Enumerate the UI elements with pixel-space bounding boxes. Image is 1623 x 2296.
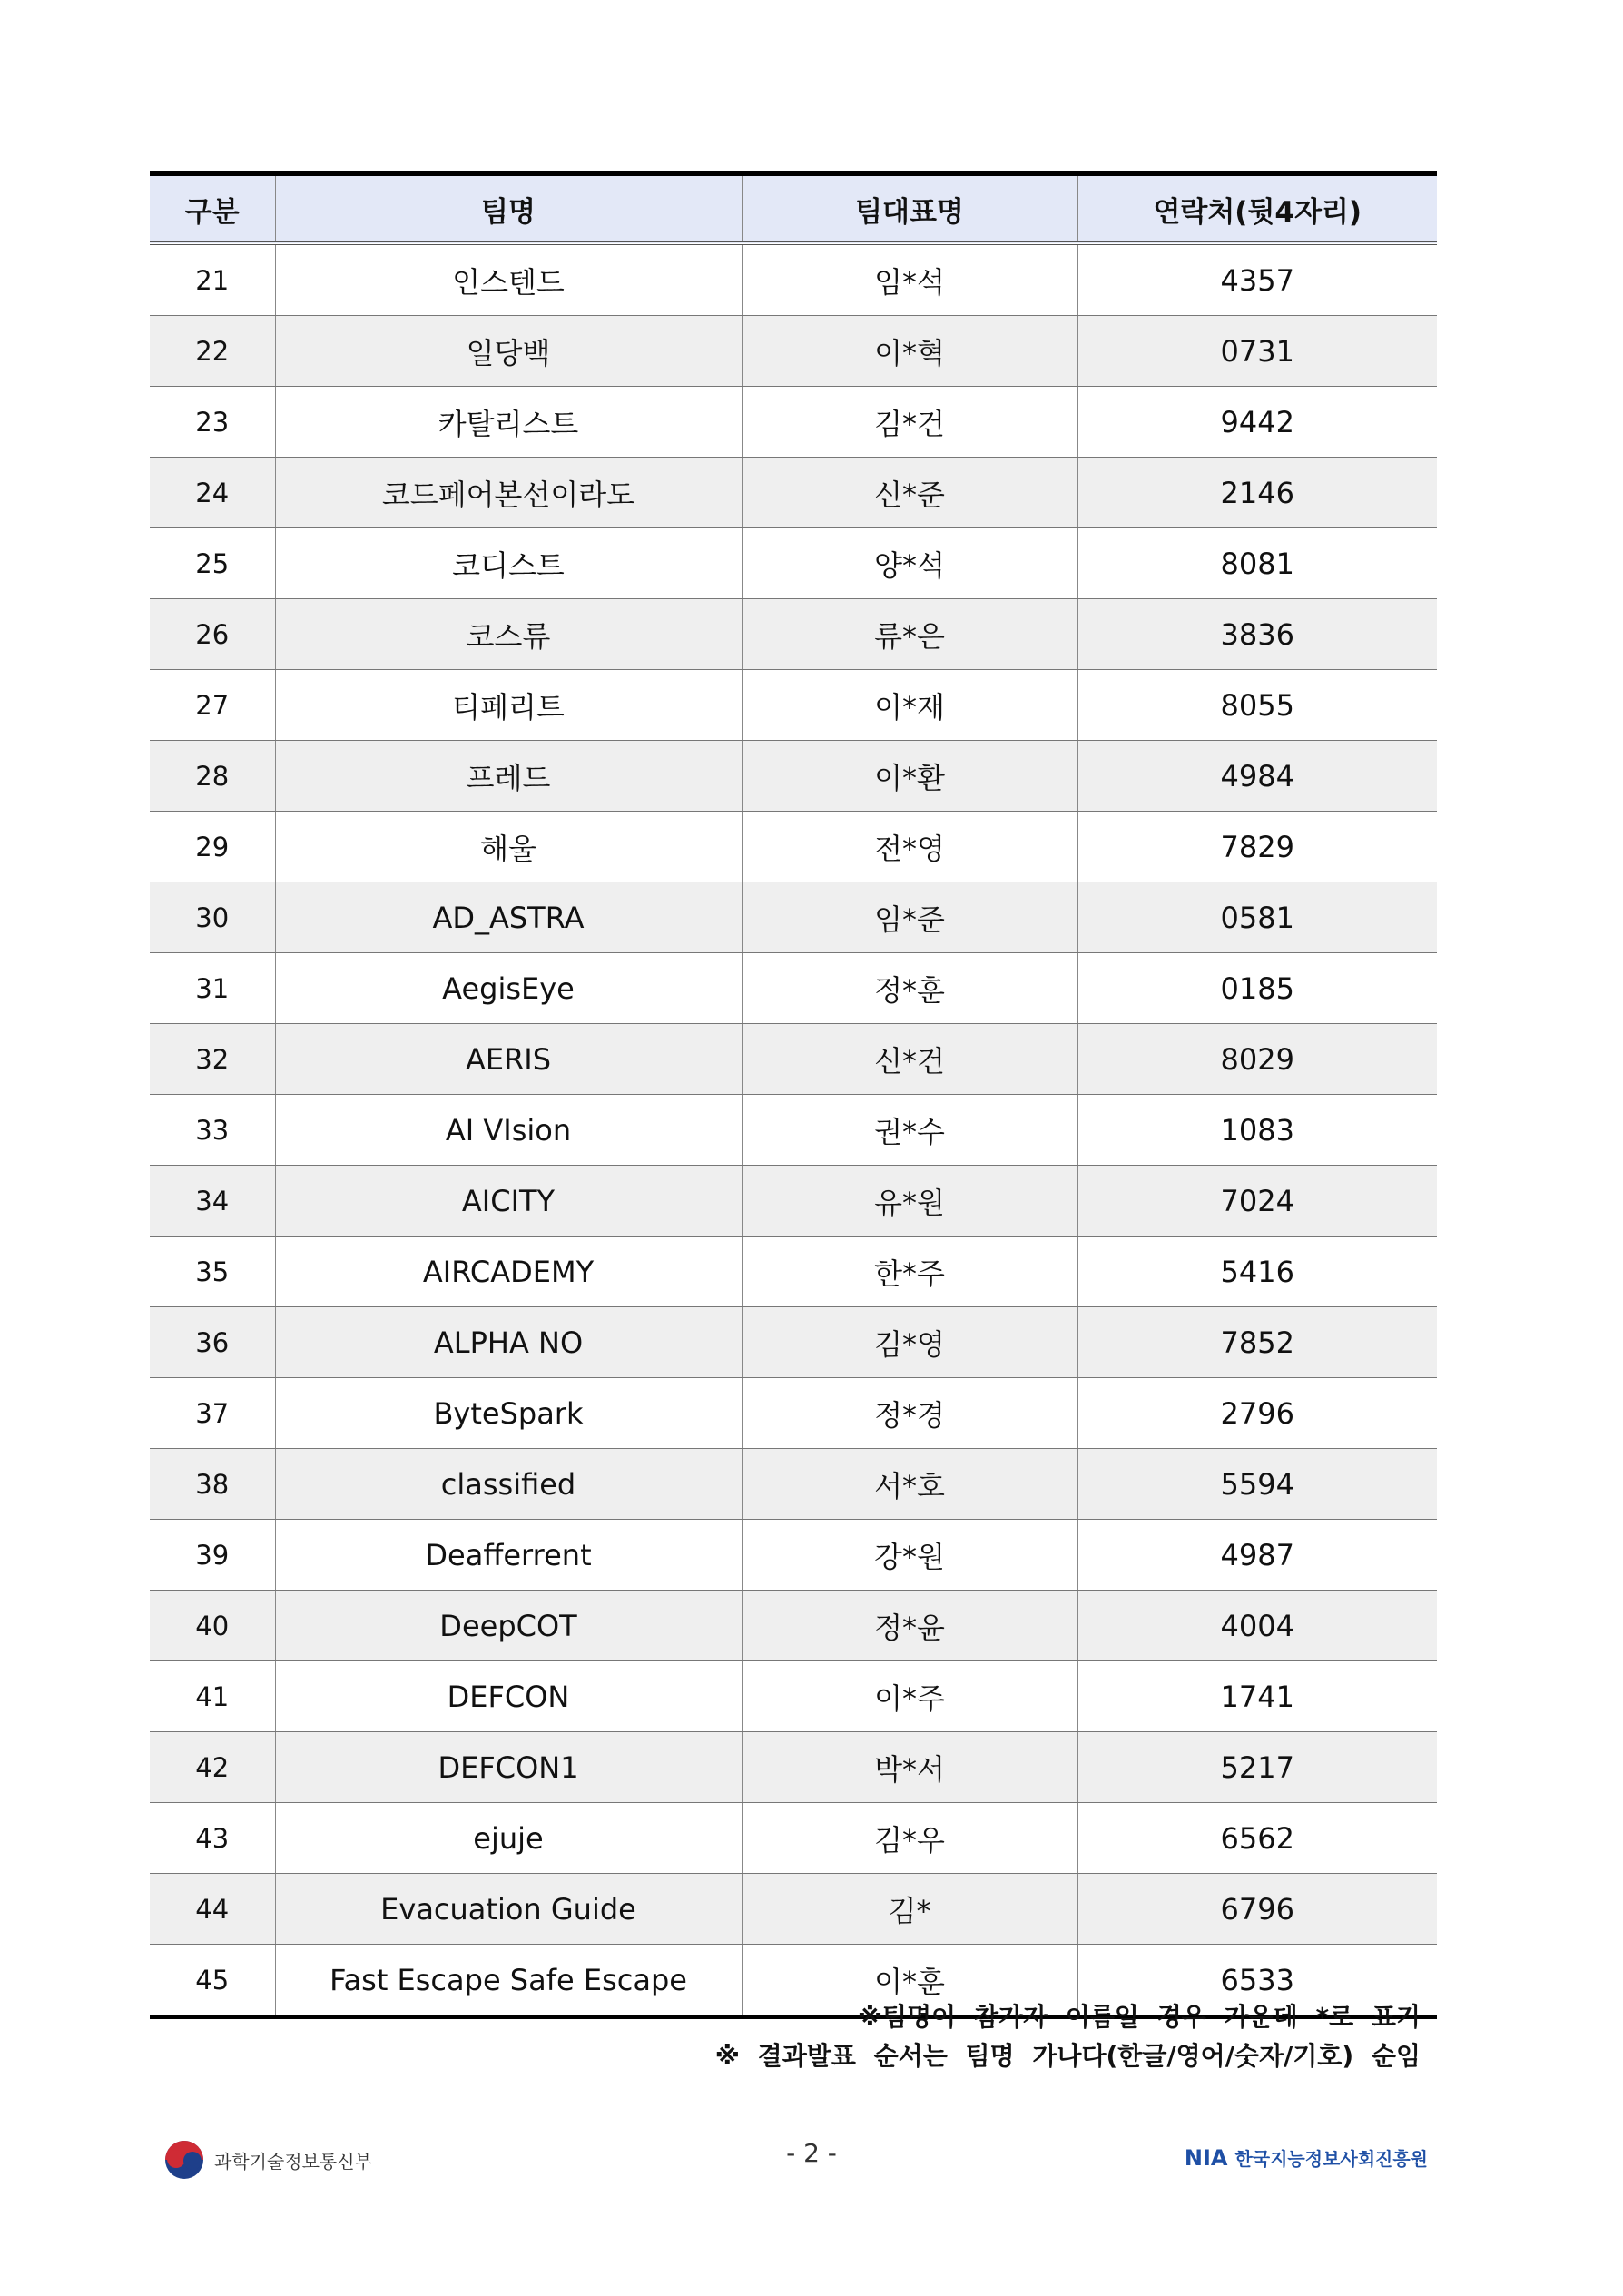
cell-team-name: DEFCON1: [275, 1732, 742, 1803]
cell-team-name: AERIS: [275, 1024, 742, 1095]
cell-team-name: Evacuation Guide: [275, 1874, 742, 1945]
cell-contact: 4987: [1077, 1520, 1437, 1591]
cell-team-leader: 신*건: [742, 1024, 1077, 1095]
cell-team-leader: 임*석: [742, 243, 1077, 316]
cell-team-leader: 서*호: [742, 1449, 1077, 1520]
table-header-row: [150, 173, 1437, 243]
cell-number: 25: [150, 528, 275, 599]
cell-team-leader: 정*경: [742, 1378, 1077, 1449]
ministry-name: 과학기술정보통신부: [214, 2150, 372, 2173]
cell-contact: 2796: [1077, 1378, 1437, 1449]
nia-footer: [1185, 2144, 1428, 2171]
cell-contact: 6533: [1077, 1945, 1437, 2017]
cell-team-name: 프레드: [275, 741, 742, 812]
cell-contact: 8029: [1077, 1024, 1437, 1095]
cell-team-name: AegisEye: [275, 953, 742, 1024]
cell-team-leader: 이*재: [742, 670, 1077, 741]
cell-team-name: classified: [275, 1449, 742, 1520]
cell-team-leader: 김*건: [742, 387, 1077, 458]
cell-contact: 0731: [1077, 316, 1437, 387]
cell-team-name: 카탈리스트: [275, 387, 742, 458]
cell-team-name: ByteSpark: [275, 1378, 742, 1449]
table-row: [150, 1874, 1437, 1945]
table-row: [150, 458, 1437, 528]
cell-contact: 0185: [1077, 953, 1437, 1024]
cell-number: 33: [150, 1095, 275, 1166]
cell-number: 27: [150, 670, 275, 741]
cell-team-name: 코스류: [275, 599, 742, 670]
cell-contact: 2146: [1077, 458, 1437, 528]
nia-name: 한국지능정보사회진흥원: [1234, 2148, 1428, 2170]
cell-team-leader: 이*혁: [742, 316, 1077, 387]
table-body: [150, 243, 1437, 2017]
cell-team-leader: 권*수: [742, 1095, 1077, 1166]
cell-contact: 1083: [1077, 1095, 1437, 1166]
table-row: [150, 1449, 1437, 1520]
table-row: [150, 812, 1437, 882]
table-row: [150, 1520, 1437, 1591]
cell-contact: 6562: [1077, 1803, 1437, 1874]
table-row: [150, 1237, 1437, 1307]
cell-contact: 7829: [1077, 812, 1437, 882]
cell-number: 30: [150, 882, 275, 953]
cell-team-name: 코디스트: [275, 528, 742, 599]
cell-team-leader: 이*주: [742, 1661, 1077, 1732]
cell-team-name: DEFCON: [275, 1661, 742, 1732]
cell-contact: 1741: [1077, 1661, 1437, 1732]
cell-number: 28: [150, 741, 275, 812]
cell-number: 36: [150, 1307, 275, 1378]
cell-team-leader: 박*서: [742, 1732, 1077, 1803]
cell-team-leader: 한*주: [742, 1237, 1077, 1307]
cell-number: 24: [150, 458, 275, 528]
cell-contact: 7024: [1077, 1166, 1437, 1237]
nia-logo: NIA: [1184, 2144, 1228, 2171]
header-team-leader: 팀대표명: [742, 173, 1077, 243]
cell-number: 44: [150, 1874, 275, 1945]
cell-team-name: AI VIsion: [275, 1095, 742, 1166]
cell-number: 23: [150, 387, 275, 458]
cell-team-leader: 김*영: [742, 1307, 1077, 1378]
cell-number: 38: [150, 1449, 275, 1520]
cell-number: 22: [150, 316, 275, 387]
cell-team-name: AD_ASTRA: [275, 882, 742, 953]
table-row: [150, 1732, 1437, 1803]
note-ordering: ※ 결과발표 순서는 팀명 가나다(한글/영어/숫자/기호) 순임: [714, 2041, 1421, 2071]
cell-team-leader: 이*훈: [742, 1945, 1077, 2017]
footnotes: [715, 1997, 1421, 2075]
cell-number: 39: [150, 1520, 275, 1591]
cell-number: 26: [150, 599, 275, 670]
table-row: [150, 599, 1437, 670]
page-number: - 2 -: [786, 2138, 837, 2168]
cell-team-name: 인스텐드: [275, 243, 742, 316]
cell-number: 40: [150, 1591, 275, 1661]
table-row: [150, 1024, 1437, 1095]
cell-team-name: 코드페어본선이라도: [275, 458, 742, 528]
cell-team-name: Fast Escape Safe Escape: [275, 1945, 742, 2017]
cell-team-name: 티페리트: [275, 670, 742, 741]
table-row: [150, 1095, 1437, 1166]
table-row: [150, 882, 1437, 953]
cell-contact: 6796: [1077, 1874, 1437, 1945]
cell-team-leader: 양*석: [742, 528, 1077, 599]
header-team-name: 팀명: [275, 173, 742, 243]
cell-number: 21: [150, 243, 275, 316]
cell-team-name: Deafferrent: [275, 1520, 742, 1591]
cell-team-leader: 이*환: [742, 741, 1077, 812]
cell-team-name: ALPHA NO: [275, 1307, 742, 1378]
header-contact: 연락처(뒷4자리): [1077, 173, 1437, 243]
cell-team-name: 해울: [275, 812, 742, 882]
cell-contact: 4984: [1077, 741, 1437, 812]
table-row: [150, 1591, 1437, 1661]
cell-contact: 8055: [1077, 670, 1437, 741]
cell-number: 37: [150, 1378, 275, 1449]
cell-number: 45: [150, 1945, 275, 2017]
cell-contact: 7852: [1077, 1307, 1437, 1378]
cell-number: 41: [150, 1661, 275, 1732]
cell-team-leader: 강*원: [742, 1520, 1077, 1591]
cell-contact: 4004: [1077, 1591, 1437, 1661]
cell-contact: 5217: [1077, 1732, 1437, 1803]
table-row: [150, 316, 1437, 387]
results-table: [150, 171, 1437, 2019]
table-row: [150, 1378, 1437, 1449]
cell-contact: 5416: [1077, 1237, 1437, 1307]
cell-number: 29: [150, 812, 275, 882]
cell-team-leader: 정*훈: [742, 953, 1077, 1024]
table-row: [150, 1307, 1437, 1378]
cell-contact: 3836: [1077, 599, 1437, 670]
table-row: [150, 953, 1437, 1024]
cell-number: 35: [150, 1237, 275, 1307]
cell-contact: 8081: [1077, 528, 1437, 599]
cell-contact: 4357: [1077, 243, 1437, 316]
cell-number: 34: [150, 1166, 275, 1237]
table-row: [150, 243, 1437, 316]
cell-team-leader: 정*윤: [742, 1591, 1077, 1661]
cell-team-leader: 전*영: [742, 812, 1077, 882]
header-number: 구분: [150, 173, 275, 243]
table-row: [150, 387, 1437, 458]
cell-team-name: ejuje: [275, 1803, 742, 1874]
table-row: [150, 670, 1437, 741]
cell-team-leader: 김*: [742, 1874, 1077, 1945]
cell-team-name: DeepCOT: [275, 1591, 742, 1661]
cell-number: 31: [150, 953, 275, 1024]
note-name-masking: ※팀명이 참가자 이름일 경우 가운데 *로 표기: [857, 2002, 1421, 2032]
cell-contact: 5594: [1077, 1449, 1437, 1520]
table-row: [150, 1166, 1437, 1237]
cell-number: 43: [150, 1803, 275, 1874]
cell-team-leader: 류*은: [742, 599, 1077, 670]
cell-team-leader: 신*준: [742, 458, 1077, 528]
cell-number: 32: [150, 1024, 275, 1095]
results-table-container: [150, 171, 1437, 2019]
table-row: [150, 1803, 1437, 1874]
table-row: [150, 528, 1437, 599]
cell-contact: 0581: [1077, 882, 1437, 953]
cell-team-leader: 김*우: [742, 1803, 1077, 1874]
cell-team-name: 일당백: [275, 316, 742, 387]
cell-number: 42: [150, 1732, 275, 1803]
table-row: [150, 741, 1437, 812]
cell-team-name: AICITY: [275, 1166, 742, 1237]
cell-team-leader: 임*준: [742, 882, 1077, 953]
cell-team-leader: 유*원: [742, 1166, 1077, 1237]
cell-contact: 9442: [1077, 387, 1437, 458]
table-row: [150, 1661, 1437, 1732]
cell-team-name: AIRCADEMY: [275, 1237, 742, 1307]
